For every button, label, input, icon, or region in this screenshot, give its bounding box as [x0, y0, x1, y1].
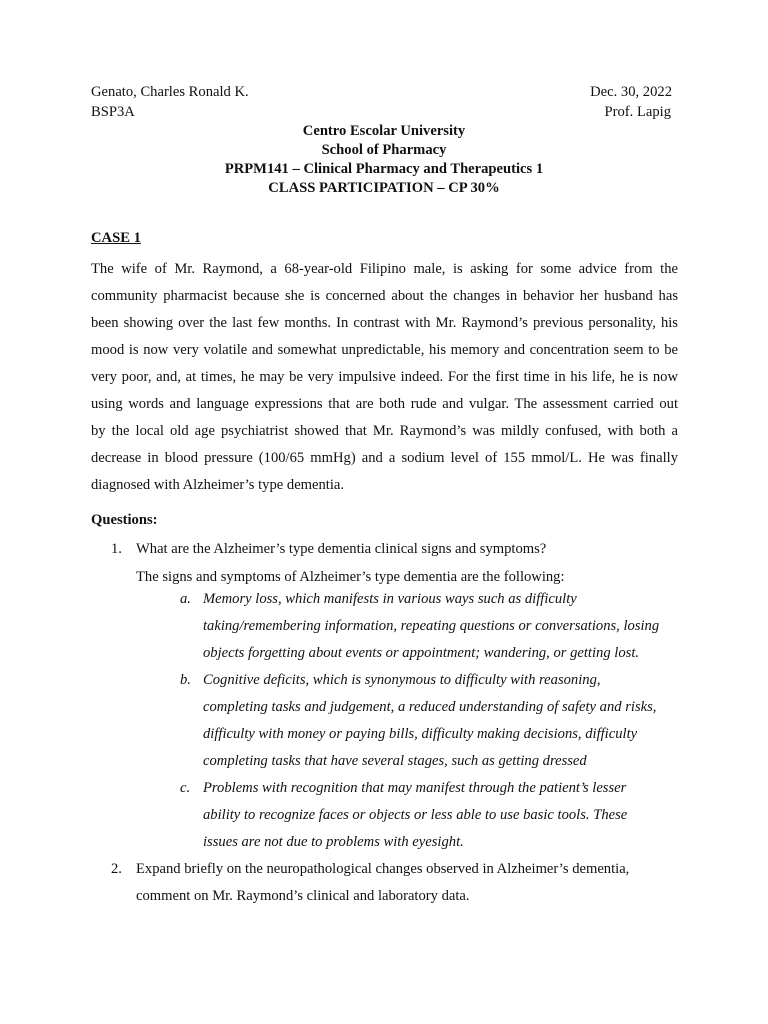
- item-line: Problems with recognition that may manifest through the patient’s lesser: [203, 780, 627, 796]
- title-block: [0, 122, 768, 198]
- case-title: CASE 1: [91, 230, 141, 246]
- case-paragraph-line: using words and language expressions that are both rude and vulgar. The assessment carried out: [91, 396, 678, 412]
- case-paragraph-line: diagnosed with Alzheimer’s type dementia.: [91, 477, 345, 493]
- header-row-1: [91, 82, 671, 102]
- header-row-2: [91, 102, 671, 122]
- item-line: completing tasks and judgement, a reduced understanding of safety and risks,: [203, 699, 657, 715]
- question-number: 1.: [111, 541, 122, 557]
- question-number: 2.: [111, 861, 122, 877]
- item-line: Memory loss, which manifests in various ways such as difficulty: [203, 591, 577, 607]
- answer-intro: The signs and symptoms of Alzheimer’s type dementia are the following:: [136, 569, 565, 585]
- course-title: PRPM141 – Clinical Pharmacy and Therapeutics 1: [224, 161, 544, 177]
- questions-heading: Questions:: [91, 512, 158, 528]
- item-line: issues are not due to problems with eyesight.: [203, 834, 464, 850]
- item-line: completing tasks that have several stages, such as getting dressed: [203, 753, 587, 769]
- item-line: taking/remembering information, repeating questions or conversations, losing: [203, 618, 660, 634]
- question-text: [136, 536, 681, 563]
- question-text: [136, 856, 681, 910]
- item-line: Cognitive deficits, which is synonymous to difficulty with reasoning,: [203, 672, 601, 688]
- case-paragraph-line: decrease in blood pressure (100/65 mmHg) and a sodium level of 155 mmol/L. He was finally: [91, 450, 678, 466]
- question-line: What are the Alzheimer’s type dementia clinical signs and symptoms?: [136, 541, 547, 557]
- question-line: comment on Mr. Raymond’s clinical and laboratory data.: [136, 888, 470, 904]
- student-name: Genato, Charles Ronald K.: [91, 84, 249, 100]
- case-paragraph-line: mood is now very volatile and somewhat unpredictable, his memory and concentration seem to be: [91, 342, 678, 358]
- question-line: Expand briefly on the neuropathological changes observed in Alzheimer’s dementia,: [136, 861, 630, 877]
- item-letter: a.: [180, 591, 191, 607]
- case-paragraph-line: The wife of Mr. Raymond, a 68-year-old Filipino male, is asking for some advice from the: [91, 261, 678, 277]
- item-text: [203, 667, 683, 775]
- item-line: objects forgetting about events or appointment; wandering, or getting lost.: [203, 645, 640, 661]
- item-text: [203, 586, 683, 667]
- case-paragraph: [91, 256, 678, 499]
- item-line: ability to recognize faces or objects or less able to use basic tools. These: [203, 807, 628, 823]
- activity-title: CLASS PARTICIPATION – CP 30%: [268, 180, 500, 196]
- case-paragraph-line: been showing over the last few months. In contrast with Mr. Raymond’s previous personality, his: [91, 315, 678, 331]
- item-letter: c.: [180, 780, 191, 796]
- university-name: Centro Escolar University: [302, 123, 466, 139]
- item-line: difficulty with money or paying bills, difficulty making decisions, difficulty: [203, 726, 638, 742]
- item-text: [203, 775, 683, 856]
- student-section: BSP3A: [91, 104, 135, 120]
- submission-date: Dec. 30, 2022: [590, 84, 672, 100]
- professor-name: Prof. Lapig: [604, 104, 671, 120]
- case-paragraph-line: community pharmacist because she is concerned about the changes in behavior her husband has: [91, 288, 678, 304]
- case-paragraph-line: very poor, and, at times, he may be very impulsive indeed. For the first time in his life, he is now: [91, 369, 678, 385]
- item-letter: b.: [180, 672, 191, 688]
- school-name: School of Pharmacy: [321, 142, 447, 158]
- case-paragraph-line: by the local old age psychiatrist showed that Mr. Raymond’s was mildly confused, with both a: [91, 423, 678, 439]
